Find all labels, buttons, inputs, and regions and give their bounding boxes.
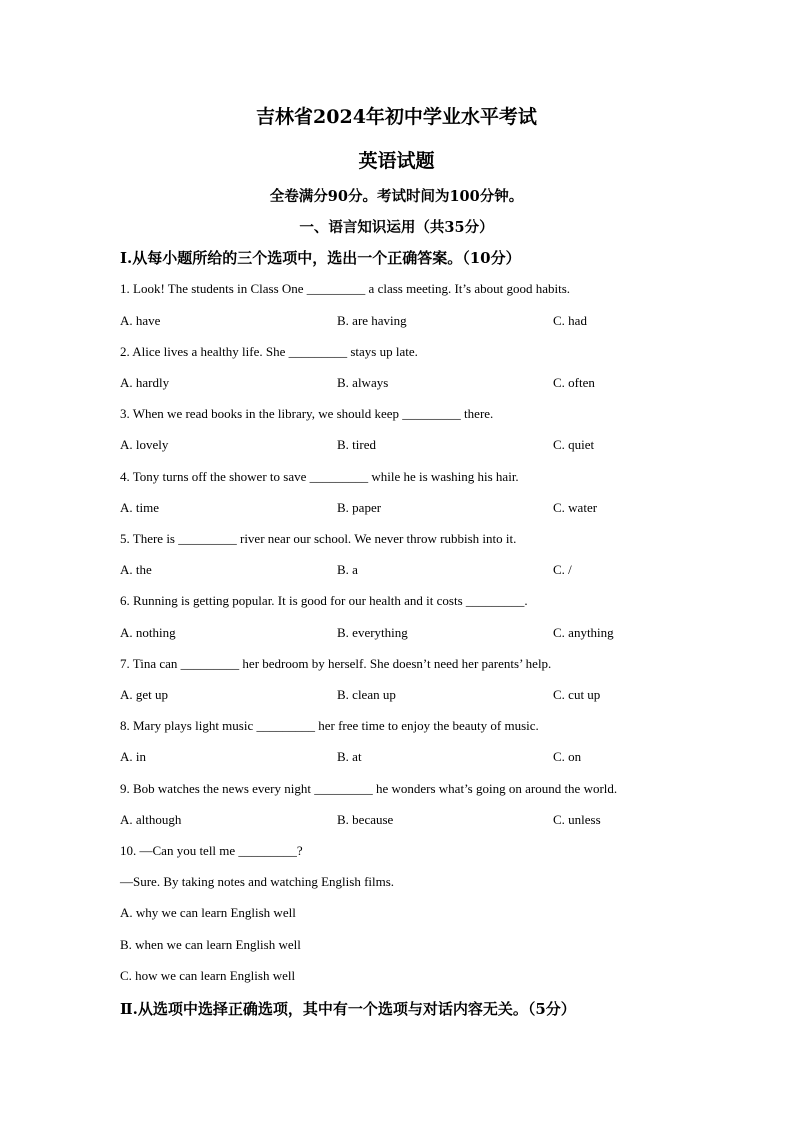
option-b: B. because [337, 812, 394, 827]
option-b: B. when we can learn English well [120, 937, 301, 952]
option-c: C. unless [553, 812, 601, 827]
exam-title: 吉林省2024年初中学业水平考试 [256, 106, 537, 128]
exam-subject: 英语试题 [358, 150, 435, 172]
option-a: A. have [120, 313, 161, 328]
question-reply: —Sure. By taking notes and watching English films. [120, 874, 395, 889]
option-a: A. time [120, 500, 159, 515]
question-stem: 1. Look! The students in Class One _________ a class meeting. It’s about good habits. [120, 281, 571, 296]
option-c: C. had [553, 313, 587, 328]
question-stem: 3. When we read books in the library, we should keep _________ there. [120, 406, 494, 421]
option-c: C. quiet [553, 437, 595, 452]
option-b: B. everything [337, 625, 408, 640]
question-stem: 6. Running is getting popular. It is good for our health and it costs _________. [120, 593, 528, 608]
option-a: A. nothing [120, 625, 176, 640]
exam-note: 全卷满分90分。考试时间为100分钟。 [269, 188, 524, 205]
option-b: B. at [337, 749, 362, 764]
question-stem: 8. Mary plays light music _________ her free time to enjoy the beauty of music. [120, 718, 539, 733]
question-stem: 10. —Can you tell me _________? [120, 843, 303, 858]
option-c: C. cut up [553, 687, 601, 702]
option-b: B. clean up [337, 687, 396, 702]
option-a: A. hardly [120, 375, 170, 390]
question-stem: 4. Tony turns off the shower to save _________ while he is washing his hair. [120, 469, 519, 484]
question-stem: 9. Bob watches the news every night _________ he wonders what’s going on around the world. [120, 781, 618, 796]
section-2-heading: Ⅱ.从选项中选择正确选项，其中有一个选项与对话内容无关。（5分） [120, 1000, 576, 1018]
option-b: B. always [337, 375, 389, 390]
option-b: B. paper [337, 500, 382, 515]
option-a: A. in [120, 749, 146, 764]
option-c: C. water [553, 500, 598, 515]
option-a: A. get up [120, 687, 169, 702]
part-heading: 一、语言知识运用（共35分） [299, 219, 494, 236]
question-stem: 2. Alice lives a healthy life. She _________ stays up late. [120, 344, 418, 359]
option-c: C. / [553, 562, 572, 577]
section-1-heading: Ⅰ.从每小题所给的三个选项中，选出一个正确答案。（10分） [120, 249, 521, 267]
option-a: A. the [120, 562, 152, 577]
question-stem: 5. There is _________ river near our school. We never throw rubbish into it. [120, 531, 517, 546]
option-a: A. although [120, 812, 182, 827]
question-stem: 7. Tina can _________ her bedroom by herself. She doesn’t need her parents’ help. [120, 656, 552, 671]
option-c: C. how we can learn English well [120, 968, 296, 983]
option-b: B. a [337, 562, 358, 577]
option-a: A. lovely [120, 437, 169, 452]
option-a: A. why we can learn English well [120, 905, 296, 920]
option-c: C. anything [553, 625, 614, 640]
option-c: C. often [553, 375, 595, 390]
option-b: B. are having [337, 313, 407, 328]
option-c: C. on [553, 749, 582, 764]
option-b: B. tired [337, 437, 376, 452]
